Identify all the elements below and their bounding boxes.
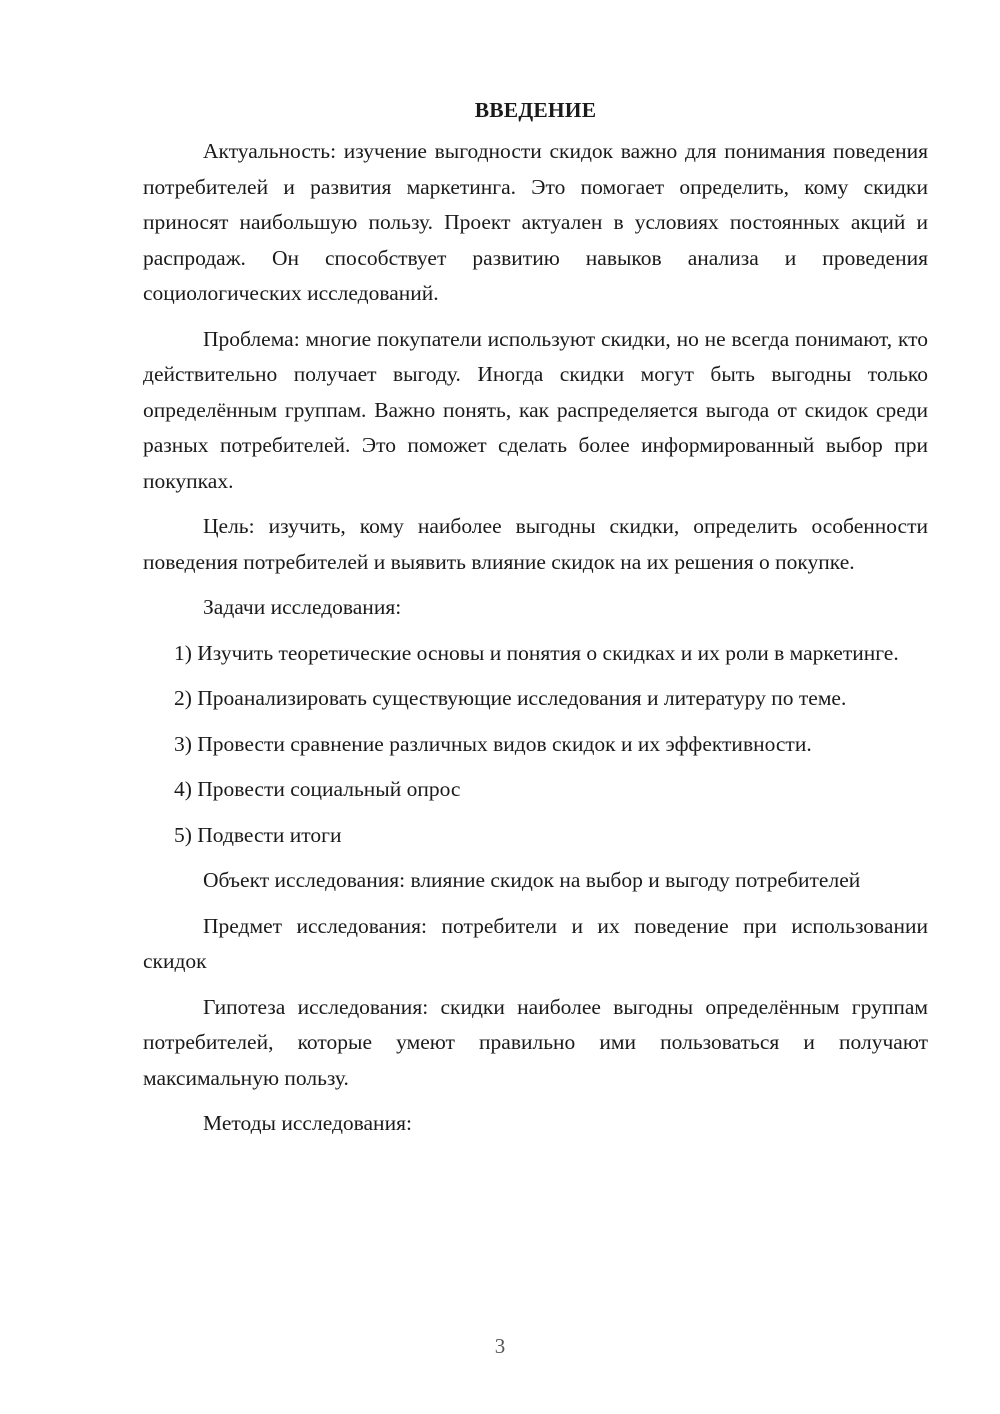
paragraph-goal: Цель: изучить, кому наиболее выгодны скидки, определить особенности поведения потребителей и выявить влияние скидок на их решения о покупке. — [143, 514, 928, 574]
task-item-3: 3) Провести сравнение различных видов скидок и их эффективности. — [174, 731, 812, 756]
paragraph-methods: Методы исследования: — [203, 1111, 412, 1135]
paragraph-actuality: Актуальность: изучение выгодности скидок важно для понимания поведения потребителей и развития маркетинга. Это помогает определить, кому скидки приносят наибольшую пользу. Проект актуален в условиях постоянных акций и распродаж. Он способствует развитию навыков анализа и проведения социологических исследований. — [143, 139, 928, 305]
task-item-4: 4) Провести социальный опрос — [174, 777, 461, 801]
task-item-1: 1) Изучить теоретические основы и понятия о скидках и их роли в маркетинге. — [174, 640, 899, 665]
paragraph-hypothesis: Гипотеза исследования: скидки наиболее выгодны определённым группам потребителей, которые умеют правильно ими пользоваться и получают максимальную пользу. — [143, 994, 928, 1090]
task-item-2: 2) Проанализировать существующие исследования и литературу по теме. — [174, 686, 847, 710]
page-number: 3 — [494, 1334, 506, 1358]
tasks-heading: Задачи исследования: — [203, 595, 402, 619]
task-item-5: 5) Подвести итоги — [174, 822, 342, 847]
paragraph-subject: Предмет исследования: потребители и их поведение при использовании скидок — [143, 913, 928, 973]
page-title: ВВЕДЕНИЕ — [474, 98, 597, 122]
document-page — [143, 92, 928, 1142]
paragraph-problem: Проблема: многие покупатели используют скидки, но не всегда понимают, кто действительно получает выгоду. Иногда скидки могут быть выгодны только определённым группам. Важно понять, как распределяется выгода от скидок среди разных потребителей. Это поможет сделать более информированный выбор при покупках. — [143, 326, 928, 493]
paragraph-object: Объект исследования: влияние скидок на выбор и выгоду потребителей — [203, 868, 861, 892]
